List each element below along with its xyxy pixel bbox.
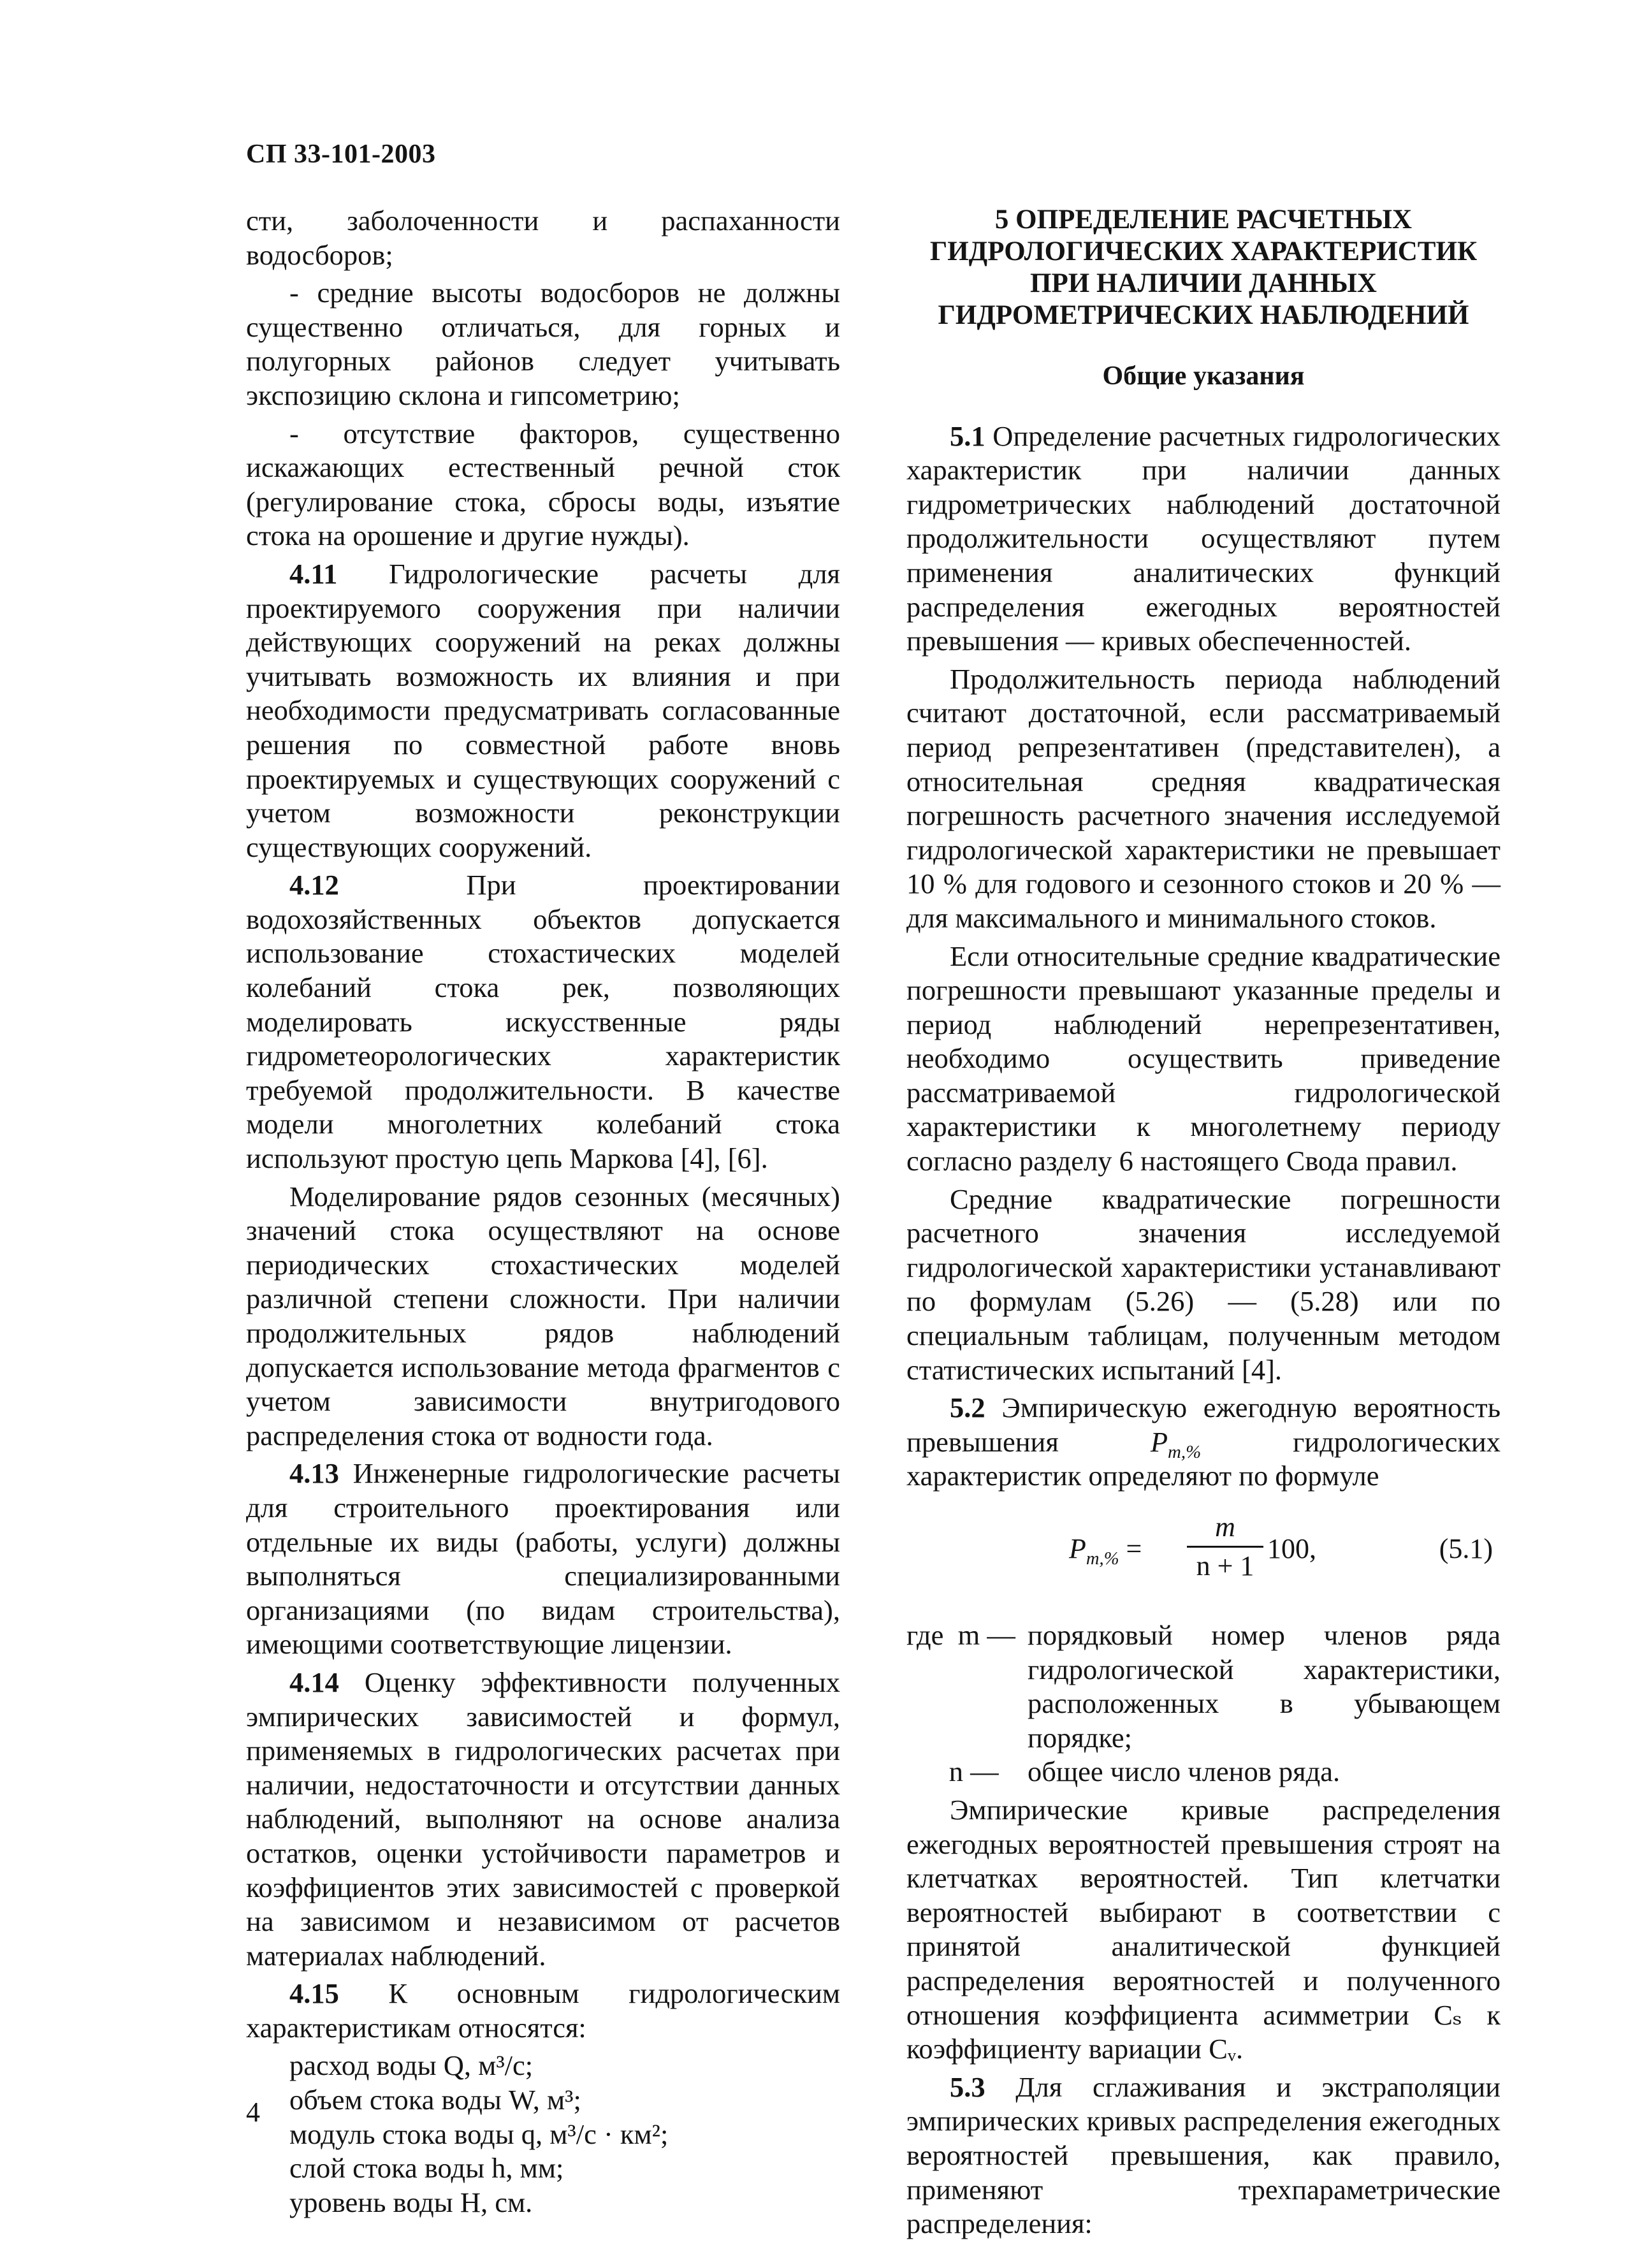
- section-title: 5 ОПРЕДЕЛЕНИЕ РАСЧЕТНЫХ ГИДРОЛОГИЧЕСКИХ ХАРАКТЕРИСТИК ПРИ НАЛИЧИИ ДАННЫХ ГИДРОМЕТРИЧЕСКИХ НАБЛЮДЕНИЙ: [929, 205, 1478, 330]
- paragraph-4-13: [246, 1457, 840, 1662]
- paragraph-4-11: [246, 557, 840, 864]
- clause-number: 5.2: [950, 1392, 985, 1424]
- clause-text-b: гидрологических характеристик определяют по формуле: [906, 1425, 1501, 1492]
- where-key-m: где m —: [906, 1619, 1015, 1651]
- subheading: Общие указания: [1102, 361, 1305, 391]
- symbol-p-subscript: m,%: [1168, 1441, 1202, 1462]
- paragraph-5-3: [906, 2070, 1501, 2241]
- clause-text: При проектировании водохозяйственных объектов допускается использование стохастических моделей колебаний стока рек, позволяющих моделировать искусственные ряды гидрометеорологических характеристик требуемой продолжительности. В качестве модели многолетних колебаний стока используют простую цепь Маркова [4], [6].: [246, 869, 840, 1175]
- clause-number: 5.3: [950, 2070, 985, 2103]
- paragraph-errors: Если относительные средние квадратические погрешности превышают указанные пределы и период наблюдений нерепрезентативен, необходимо осуществить приведение рассматриваемой гидрологической характеристики к многолетнему периоду согласно разделу 6 настоящего Свода правил.: [906, 940, 1501, 1177]
- paragraph-duration: Продолжительность периода наблюдений считают достаточной, если рассматриваемый период репрезентативен (представителен), а относительная средняя квадратическая погрешность расчетного значения исследуемой гидрологической характеристики не превышает 10 % для годового и сезонного стоков и 20 % — для максимального и минимального стоков.: [906, 662, 1501, 934]
- clause-number: 4.12: [289, 869, 339, 901]
- clause-text: Гидрологические расчеты для проектируемого сооружения при наличии действующих сооружений на реках должны учитывать возможность их влияния и при необходимости предусматривать согласованные решения по совместной работе вновь проектируемых и существующих сооружений с учетом возможности реконструкции существующих сооружений.: [246, 557, 840, 863]
- clause-number: 4.13: [289, 1457, 339, 1490]
- formula-denominator: n + 1: [1196, 1550, 1254, 1581]
- paragraph-formulas: Средние квадратические погрешности расчетного значения исследуемой гидрологической характеристики устанавливают по формулам (5.26) — (5.28) или по специальным таблицам, полученным методом статистических испытаний [4].: [906, 1182, 1501, 1386]
- paragraph-4-15: [246, 1977, 840, 2045]
- list-item: слой стока воды h, мм;: [289, 2152, 564, 2184]
- where-key-n: n —: [906, 1756, 999, 1788]
- formula-multiplier: 100,: [1267, 1533, 1316, 1564]
- clause-number: 4.14: [289, 1666, 339, 1698]
- paragraph-5-1: [906, 419, 1501, 658]
- clause-number: 4.11: [289, 557, 338, 590]
- paragraph-dash-factors: - отсутствие факторов, существенно искажающих естественный речной сток (регулирование стока, сбросы воды, изъятие стока на орошение и другие нужды).: [246, 417, 840, 552]
- clause-number: 5.1: [950, 419, 985, 452]
- list-item: объем стока воды W, м³;: [289, 2084, 581, 2116]
- right-column: [906, 204, 1501, 2245]
- paragraph-4-12: [246, 868, 840, 1175]
- clause-text: Для сглаживания и экстраполяции эмпирических кривых распределения ежегодных вероятностей превышения, как правило, применяют трехпараметрические распределения:: [906, 2070, 1501, 2240]
- list-item: модуль стока воды q, м³/с · км²;: [289, 2118, 669, 2150]
- paragraph-4-14: [246, 1666, 840, 1973]
- paragraph-curves: Эмпирические кривые распределения ежегодных вероятностей превышения строят на клетчатках вероятностей. Тип клетчатки вероятностей выбирают в соответствии с принятой аналитической функцией распределения вероятностей и полученного отношения коэффициента асимметрии Cₛ к коэффициенту вариации Cᵥ.: [906, 1793, 1501, 2065]
- paragraph-seasonal-modeling: Моделирование рядов сезонных (месячных) значений стока осуществляют на основе периодических стохастических моделей различной степени сложности. При наличии продолжительных рядов наблюдений допускается использование метода фрагментов с учетом зависимости внутригодового распределения стока от водности года.: [246, 1180, 840, 1451]
- document-code-header: СП 33-101-2003: [246, 140, 436, 169]
- left-column: [246, 204, 840, 2220]
- symbol-p: P: [1150, 1425, 1168, 1458]
- paragraph-5-2: [906, 1391, 1501, 1494]
- clause-number: 4.15: [289, 1977, 339, 2010]
- formula-fraction: [1187, 1510, 1263, 1583]
- paragraph-dash-heights: - средние высоты водосборов не должны существенно отличаться, для горных и полугорных районов следует учитывать экспозицию склона и гипсометрию;: [246, 277, 840, 411]
- formula-number: (5.1): [1439, 1533, 1493, 1564]
- where-text-m: порядковый номер членов ряда гидрологической характеристики, расположенных в убывающем порядке;: [1028, 1619, 1501, 1754]
- clause-text: Инженерные гидрологические расчеты для строительного проектирования или отдельные их виды (работы, услуги) должны выполняться специализированными организациями (по видам строительства), имеющими соответствующие лицензии.: [246, 1457, 840, 1661]
- paragraph-continuation: сти, заболоченности и распаханности водосборов;: [246, 205, 840, 271]
- clause-text: К основным гидрологическим характеристикам относятся:: [246, 1977, 840, 2044]
- page-number: 4: [246, 2097, 260, 2128]
- where-text-n: общее число членов ряда.: [1028, 1756, 1341, 1788]
- list-item: уровень воды H, см.: [289, 2186, 533, 2218]
- formula-5-1: [906, 1504, 1501, 1612]
- where-definitions: [906, 1618, 1501, 1789]
- formula-numerator: m: [1187, 1510, 1263, 1548]
- list-item: расход воды Q, м³/с;: [289, 2049, 534, 2082]
- clause-text: Определение расчетных гидрологических характеристик при наличии данных гидрометрических наблюдений достаточной продолжительности осуществляют путем применения аналитических функций распределения ежегодных вероятностей превышения — кривых обеспеченностей.: [906, 419, 1501, 657]
- formula-lhs: $P_{m,\%}$ =: [1069, 1533, 1142, 1569]
- clause-text: Оценку эффективности полученных эмпирических зависимостей и формул, применяемых в гидрологических расчетах при наличии, недостаточности и отсутствии данных наблюдений, выполняют на основе анализа остатков, оценки устойчивости параметров и коэффициентов этих зависимостей с проверкой на зависимом и независимом от расчетов материалах наблюдений.: [246, 1666, 840, 1972]
- characteristics-list: [246, 2049, 840, 2220]
- clause-text-a: Эмпирическую ежегодную вероятность превышения: [906, 1392, 1501, 1458]
